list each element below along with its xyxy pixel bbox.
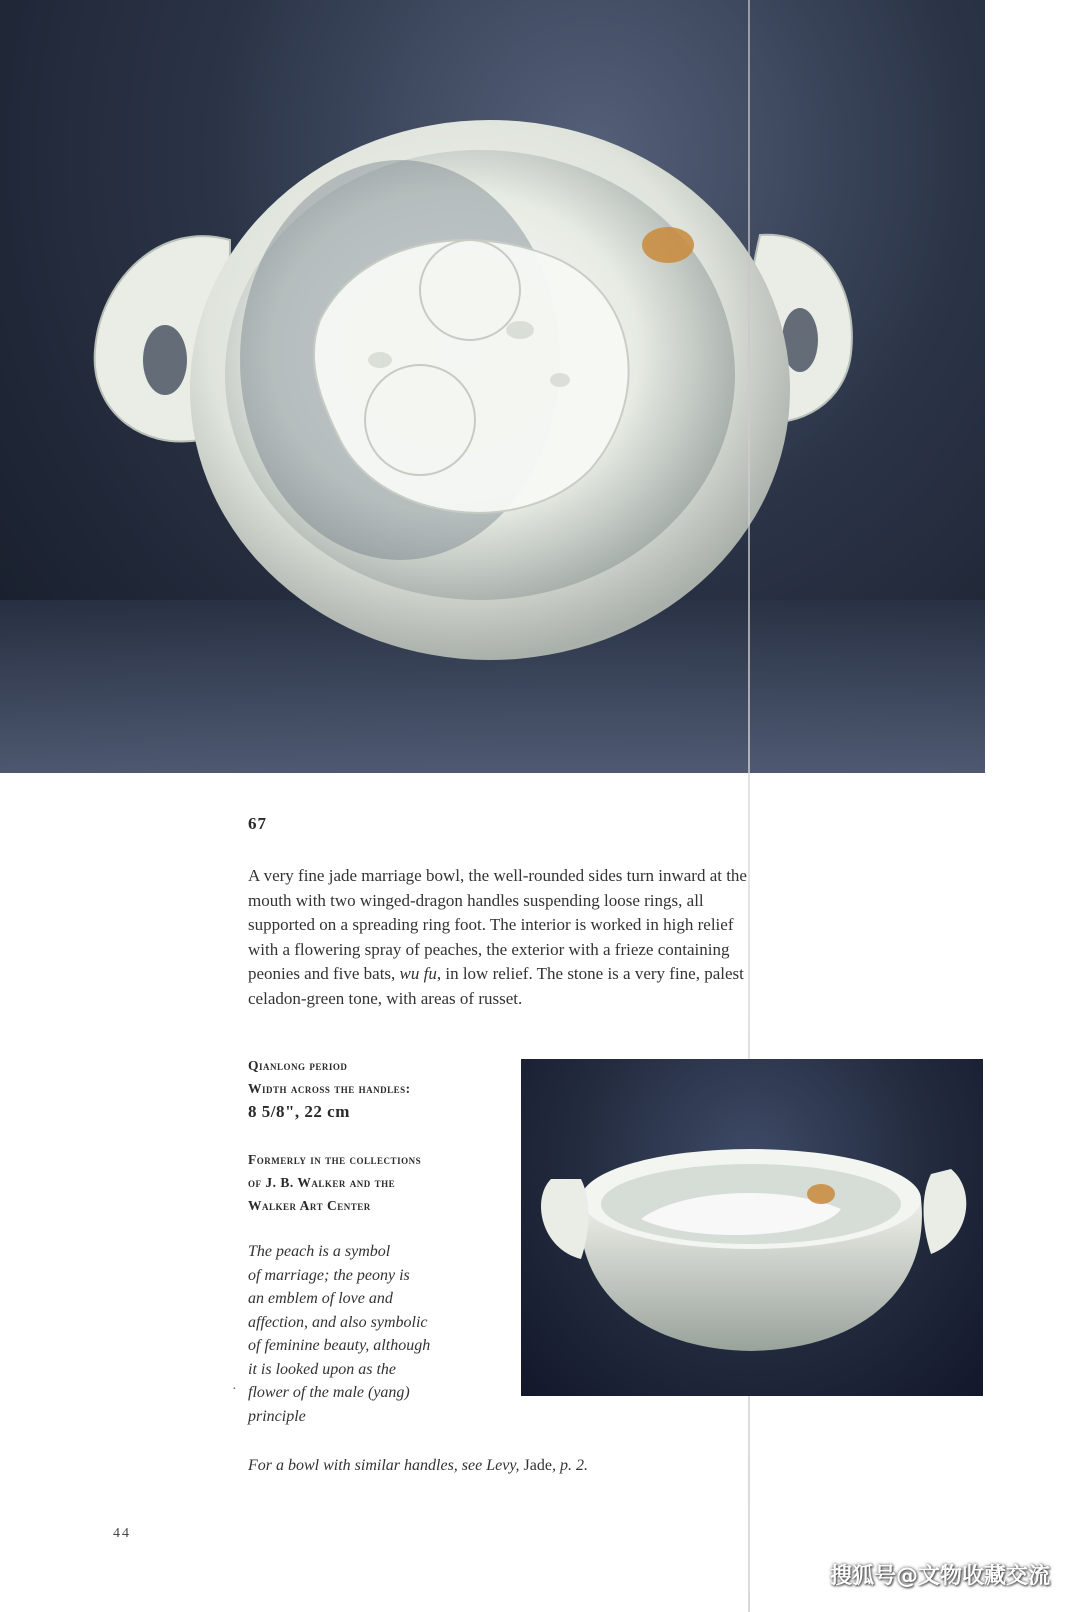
note-line: affection, and also symbolic — [248, 1313, 428, 1331]
note-line: of feminine beauty, although — [248, 1337, 431, 1354]
symbolism-note — [248, 1240, 498, 1428]
note-line: principle — [248, 1407, 306, 1425]
provenance-line: Walker Art Center — [248, 1198, 371, 1213]
description — [248, 864, 748, 1012]
margin-bullet: · — [232, 1382, 237, 1397]
reference-note — [248, 1457, 588, 1475]
note-line: it is looked upon as the — [248, 1360, 396, 1378]
reference-prefix: For a bowl with similar handles, see Levy, — [248, 1457, 524, 1474]
jade-bowl-image — [0, 0, 985, 773]
note-line: flower of the male (yang) — [248, 1384, 410, 1401]
watermark: 搜狐号@文物收藏交流 — [829, 1564, 1050, 1589]
note-line: The peach is a symbol — [248, 1243, 391, 1260]
description-text-end: , in low relief. The stone is a very fine, palest celadon-green tone, with areas of russet. — [248, 964, 744, 1008]
reference-title: Jade — [523, 1457, 552, 1474]
period: Qianlong period — [248, 1058, 348, 1073]
provenance-line: Formerly in the collections — [248, 1152, 422, 1167]
provenance-block — [248, 1148, 508, 1217]
reference-suffix: , p. 2. — [551, 1457, 588, 1474]
provenance-line: of J. B. Walker and the — [248, 1175, 396, 1190]
width-value: 8 5/8", 22 cm — [248, 1102, 350, 1121]
catalogue-number: 67 — [248, 814, 267, 833]
page-number: 44 — [113, 1526, 131, 1541]
description-italic: wu fu — [399, 964, 437, 984]
width-label: Width across the handles: — [248, 1081, 411, 1096]
note-line: an emblem of love and — [248, 1290, 393, 1307]
main-bowl-photo — [0, 0, 985, 773]
description-text: A very fine jade marriage bowl, the well-rounded sides turn inward at the mouth with two winged-dragon handles suspending loose rings, all supported on a spreading ring foot. The interior is worked in high relief with a flowering spray of peaches, the exterior with a frieze containing peonies and five bats, — [248, 866, 747, 984]
period-block — [248, 1054, 508, 1123]
jade-bowl-side-image — [521, 1059, 983, 1396]
note-line: of marriage; the peony is — [248, 1266, 410, 1284]
side-view-bowl-photo — [521, 1059, 983, 1396]
